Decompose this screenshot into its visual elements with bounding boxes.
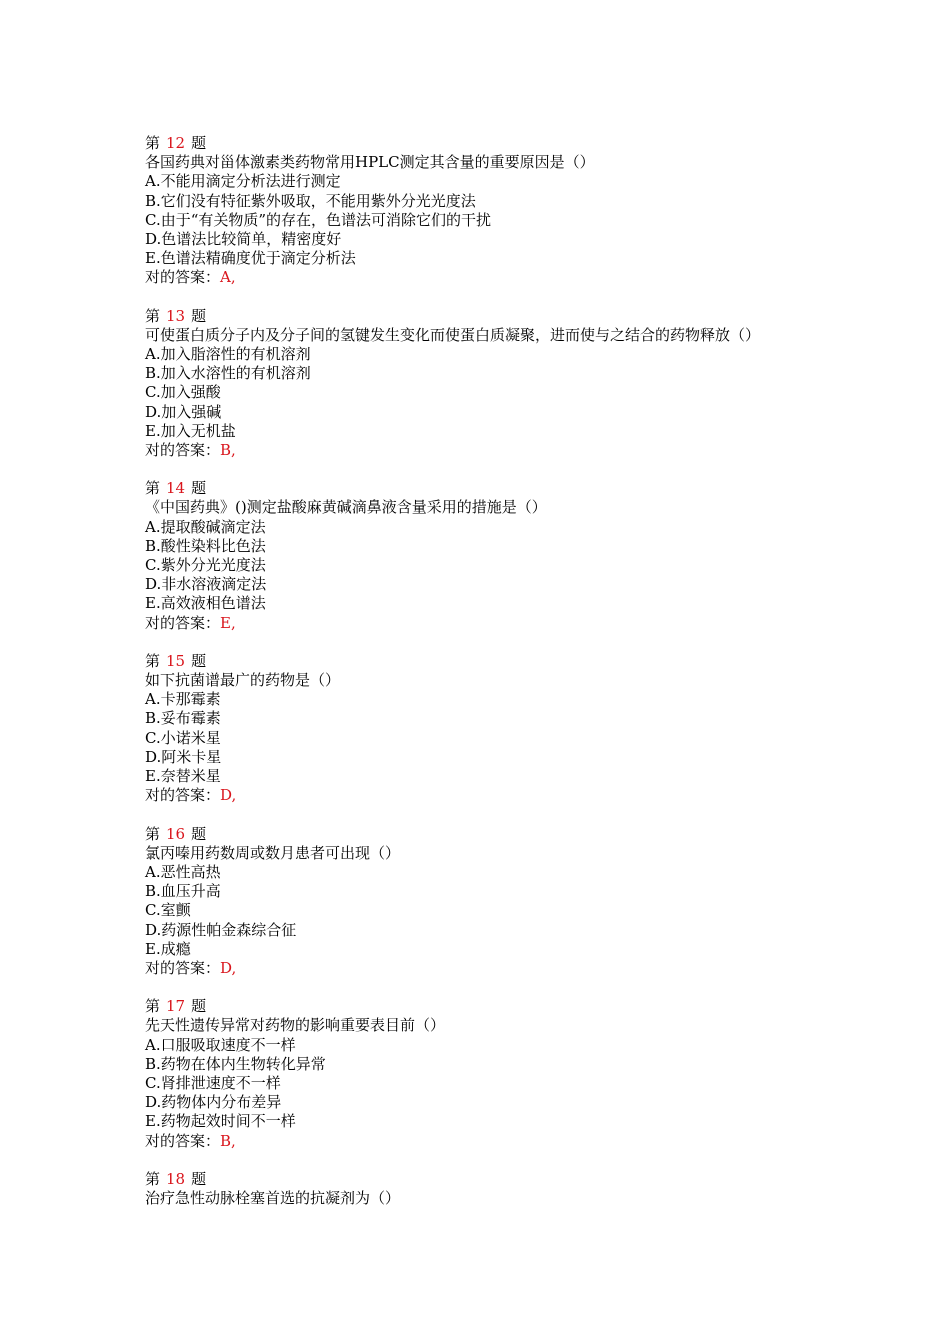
- option-a: A.加入脂溶性的有机溶剂: [145, 345, 311, 364]
- question-suffix: 题: [191, 824, 207, 843]
- question-header: [145, 825, 825, 844]
- question-prefix: 第: [145, 306, 161, 325]
- answer-value: E,: [220, 613, 236, 632]
- answer-value: B,: [220, 1131, 236, 1150]
- question-number: 16: [166, 824, 186, 843]
- answer-label: 对的答案：: [145, 613, 221, 632]
- question-block: [145, 825, 825, 979]
- question-block: [145, 1170, 825, 1208]
- option-c: C.肾排泄速度不一样: [145, 1073, 281, 1092]
- question-block: [145, 652, 825, 806]
- answer-line: [145, 1132, 825, 1151]
- question-header: [145, 307, 825, 326]
- option-c: C.室颤: [145, 901, 191, 920]
- option-e: E.药物起效时间不一样: [145, 1112, 296, 1131]
- question-block: [145, 307, 825, 461]
- option-d: D.阿米卡星: [145, 747, 222, 766]
- question-prefix: 第: [145, 651, 161, 670]
- option-e: E.色谱法精确度优于滴定分析法: [145, 249, 356, 268]
- question-header: [145, 1170, 825, 1189]
- option-b: B.妥布霉素: [145, 709, 221, 728]
- option-a: A.提取酸碱滴定法: [145, 517, 266, 536]
- question-text: 氯丙嗪用药数周或数月患者可出现（）: [145, 843, 401, 862]
- option-c: C.紫外分光光度法: [145, 556, 266, 575]
- option-d: D.药物体内分布差异: [145, 1093, 282, 1112]
- option-a: A.恶性高热: [145, 862, 221, 881]
- question-text: 先天性遗传异常对药物的影响重要表目前（）: [145, 1016, 446, 1035]
- question-number: 12: [166, 134, 186, 152]
- question-number: 15: [166, 651, 186, 670]
- question-header: [145, 652, 825, 671]
- question-text: 《中国药典》()测定盐酸麻黄碱滴鼻液含量采用的措施是（）: [145, 498, 547, 517]
- question-number: 17: [166, 997, 186, 1016]
- answer-value: A,: [220, 268, 236, 287]
- answer-line: [145, 268, 825, 287]
- question-header: [145, 997, 825, 1016]
- question-block: [145, 479, 825, 633]
- answer-line: [145, 959, 825, 978]
- answer-line: [145, 614, 825, 633]
- question-suffix: 题: [191, 479, 207, 498]
- option-d: D.色谱法比较简单，精密度好: [145, 230, 342, 249]
- option-c: C.由于“有关物质”的存在，色谱法可消除它们的干扰: [145, 210, 492, 229]
- question-text: 如下抗菌谱最广的药物是（）: [145, 671, 341, 690]
- option-e: E.高效液相色谱法: [145, 594, 266, 613]
- option-b: B.酸性染料比色法: [145, 536, 266, 555]
- option-d: D.药源性帕金森综合征: [145, 920, 297, 939]
- question-block: [145, 997, 825, 1151]
- question-number: 14: [166, 479, 186, 498]
- answer-value: B,: [220, 441, 236, 460]
- option-c: C.小诺米星: [145, 728, 221, 747]
- answer-label: 对的答案：: [145, 268, 221, 287]
- question-prefix: 第: [145, 824, 161, 843]
- answer-value: D,: [220, 958, 237, 977]
- question-prefix: 第: [145, 479, 161, 498]
- answer-label: 对的答案：: [145, 441, 221, 460]
- question-prefix: 第: [145, 134, 161, 152]
- document-page: [145, 134, 825, 1227]
- question-text: 各国药典对甾体激素类药物常用HPLC测定其含量的重要原因是（）: [145, 153, 595, 172]
- question-header: [145, 479, 825, 498]
- option-a: A.不能用滴定分析法进行测定: [145, 172, 341, 191]
- question-block: [145, 134, 825, 288]
- option-a: A.卡那霉素: [145, 690, 221, 709]
- question-text: 治疗急性动脉栓塞首选的抗凝剂为（）: [145, 1188, 401, 1207]
- option-e: E.加入无机盐: [145, 421, 236, 440]
- option-c: C.加入强酸: [145, 383, 221, 402]
- option-a: A.口服吸取速度不一样: [145, 1035, 296, 1054]
- answer-line: [145, 441, 825, 460]
- question-prefix: 第: [145, 1169, 161, 1188]
- question-number: 13: [166, 306, 186, 325]
- question-header: [145, 134, 825, 153]
- answer-label: 对的答案：: [145, 958, 221, 977]
- question-suffix: 题: [191, 997, 207, 1016]
- option-b: B.它们没有特征紫外吸取，不能用紫外分光光度法: [145, 191, 476, 210]
- answer-label: 对的答案：: [145, 1131, 221, 1150]
- option-b: B.药物在体内生物转化异常: [145, 1054, 326, 1073]
- option-e: E.成瘾: [145, 939, 191, 958]
- question-number: 18: [166, 1169, 186, 1188]
- question-text: 可使蛋白质分子内及分子间的氢键发生变化而使蛋白质凝聚，进而使与之结合的药物释放（）: [145, 325, 761, 344]
- question-prefix: 第: [145, 997, 161, 1016]
- option-b: B.加入水溶性的有机溶剂: [145, 364, 311, 383]
- option-b: B.血压升高: [145, 882, 221, 901]
- option-d: D.非水溶液滴定法: [145, 575, 267, 594]
- answer-label: 对的答案：: [145, 786, 221, 805]
- option-e: E.奈替米星: [145, 767, 221, 786]
- question-suffix: 题: [191, 651, 207, 670]
- option-d: D.加入强碱: [145, 402, 222, 421]
- answer-line: [145, 786, 825, 805]
- question-suffix: 题: [191, 1169, 207, 1188]
- answer-value: D,: [220, 786, 237, 805]
- question-suffix: 题: [191, 306, 207, 325]
- question-suffix: 题: [191, 134, 207, 152]
